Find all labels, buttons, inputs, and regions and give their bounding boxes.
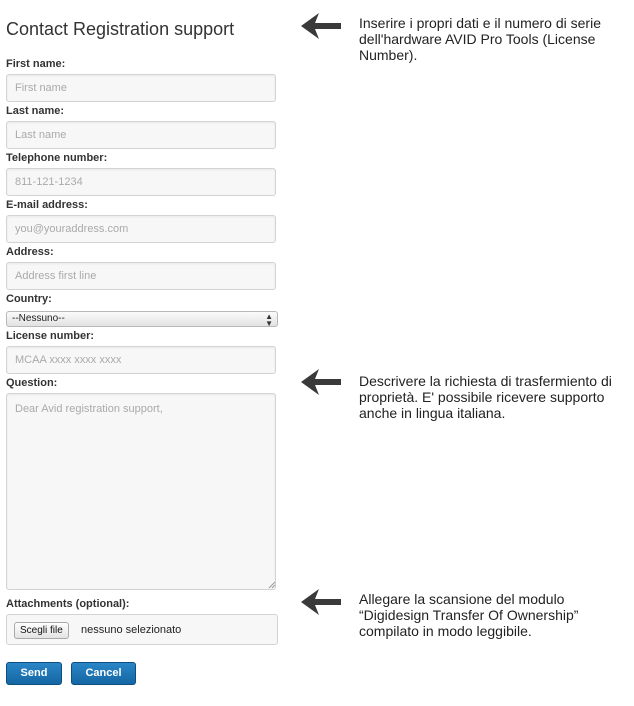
file-status-text: nessuno selezionato [81, 624, 182, 636]
send-button[interactable]: Send [6, 662, 62, 685]
question-textarea[interactable] [6, 393, 276, 590]
country-selected-value: --Nessuno-- [12, 313, 65, 324]
select-arrows-icon: ▲ ▼ [265, 312, 273, 328]
annotation-personal-data: Inserire i propri dati e il numero di serie dell'hardware AVID Pro Tools (License Number). [359, 15, 601, 63]
address-label: Address: [6, 246, 54, 258]
email-input[interactable] [6, 215, 276, 243]
last-name-label: Last name: [6, 105, 65, 117]
arrow-left-icon [301, 589, 341, 615]
first-name-label: First name: [6, 58, 66, 70]
attachments-label: Attachments (optional): [6, 598, 130, 610]
question-label: Question: [6, 377, 58, 389]
annotation-attachments: Allegare la scansione del modulo “Digidesign Transfer Of Ownership” compilato in modo leggibile. [359, 591, 579, 639]
license-label: License number: [6, 330, 95, 342]
address-input[interactable] [6, 262, 276, 290]
telephone-label: Telephone number: [6, 152, 108, 164]
choose-file-button[interactable]: Scegli file [14, 622, 69, 639]
page-title: Contact Registration support [6, 19, 235, 39]
resize-handle-icon[interactable] [268, 581, 276, 589]
country-select[interactable] [6, 311, 278, 327]
file-input [6, 614, 278, 645]
first-name-input[interactable] [6, 74, 276, 102]
arrow-left-icon [301, 369, 341, 395]
telephone-input[interactable] [6, 168, 276, 196]
license-input[interactable] [6, 346, 276, 374]
cancel-button[interactable]: Cancel [71, 662, 136, 685]
email-label: E-mail address: [6, 199, 88, 211]
arrow-left-icon [301, 13, 341, 39]
last-name-input[interactable] [6, 121, 276, 149]
country-label: Country: [6, 293, 52, 305]
annotation-question: Descrivere la richiesta di trasfermiento di proprietà. E' possibile ricevere supporto anche in lingua italiana. [359, 373, 612, 421]
